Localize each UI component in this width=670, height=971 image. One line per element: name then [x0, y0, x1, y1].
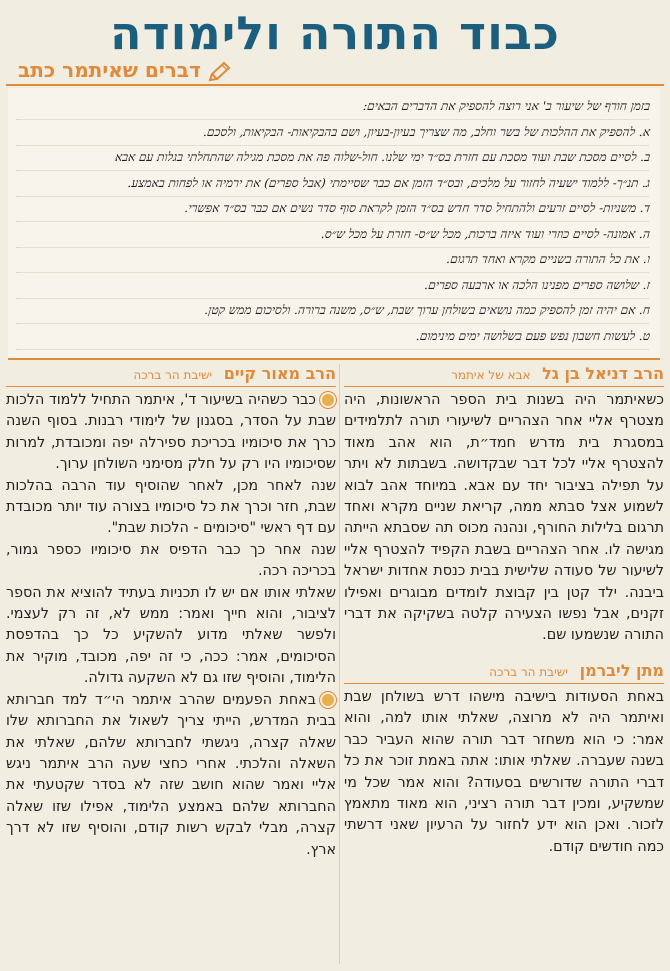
paragraph-text: כבר כשהיה בשיעור ד', איתמר התחיל ללמוד הלכות שבת על הסדר, בסגנון של לימודי רבנות. בסוף השנה כרך את סיכומיו בכריכת ספירלה יפה ומכובדת, למרות שסיכומיו היו רק על חלק מסימני השולחן ערוך.: [6, 392, 336, 473]
paragraph: כשאיתמר היה בשנות בית הספר הראשונות, היה מצטרף אליי אחר הצהריים לשיעורי תורה לתלמידים במסגרת בית מדרש חמד״ת, הוא אהב מאוד להצטרף אליי לכל דבר שבקדושה. בשבתות לא ויתר על תפילה בציבור יחד עם אבא. במיוחד אהב לבוא לשמוע אצל סבתא ממה, קריאת שניים מקרא ואחד תרגום בלילות החורף, ונהנה מכוס תה שסבתא הייתה מגישה לו. אחר הצהריים בשבת הקפיד להצטרף אליי לשיעור של סעודה שלישית בבית כנסת אחדות ישראל ביבנה. ילד קטן בין קבוצת לומדים מבוגרים ואפילו זקנים, אבל נפשו הצעירה קלטה בשקיקה את דברי התורה שנשמעו שם.: [344, 392, 664, 644]
paragraph: באחת הסעודות בישיבה מישהו דרש בשולחן שבת ואיתמר היה לא מרוצה, שאלתי אותו למה, והוא אמר: כי הוא משחזר דבר תורה שהוא העביר כבר בשנה שעברה. שאלתי אותו: אתה באמת זוכר את כל דברי התורה שדורשים בסעודה? והוא אמר שכל מי שמשקיע, ומכין דבר תורה רציני, הוא מאוד מתאמץ לזכור. ואכן הוא ידע לחזור על הרעיון שאני דרשתי כמה חודשים קודם.: [344, 688, 664, 855]
letter-line: ז. שלושה ספרים מפנינו הלכה או ארבעה ספרים.: [17, 273, 652, 299]
bullet-icon: [320, 392, 336, 408]
letter-line: ד. משניות- לסיים זרעים ולהתחיל סדר חדש בס״ד הזמן לקראת סוף סדר נשים אם כבר בס״ד אפשרי.: [17, 196, 652, 222]
author-name: הרב מאור קיים: [223, 364, 336, 383]
author-role: אבא של איתמר: [451, 368, 531, 382]
testimony-body: [344, 390, 664, 647]
section-label-text: דברים שאיתמר כתב: [18, 58, 201, 82]
pen-icon: [207, 61, 233, 83]
testimony-heading: [344, 661, 664, 684]
page-title: כבוד התורה ולימודה: [110, 6, 560, 60]
author-name: הרב דניאל בן גל: [542, 364, 664, 383]
paragraph: שאלתי אותו אם יש לו תכניות בעתיד להוציא את הספר לציבור, והוא חייך ואמר: ממש לא, זה רק לעצמי. ולפשר שאלתי מדוע להשקיע כל כך בהדפסת הסיכומים, אמר: ככה, כי זה יפה, מכובד, מוקיר את הלימוד, והוסיף שזו גם לא השקעה גדולה.: [6, 584, 336, 687]
author-role: ישיבת הר ברכה: [489, 664, 568, 679]
column-divider: [339, 364, 340, 964]
right-column: [344, 364, 664, 858]
letter-line: ב. לסיים מסכת שבת ועוד מסכת עם חזרת בס״ד ימי שלנו. חול-שלוה פה את מסכת מגילה שהתחלתי בגלות עם אבא: [17, 145, 652, 171]
testimony-heading: [6, 364, 336, 387]
paragraph: [6, 690, 336, 861]
letter-line: ט. לעשות חשבון נפש פעם בשלושה ימים מינימום.: [17, 324, 652, 350]
paragraph: שנה אחר כך כבר הדפיס את סיכומיו כספר גמור, בכריכה רכה.: [6, 541, 336, 580]
section-label: [18, 58, 233, 83]
testimony-body: [344, 687, 664, 858]
bullet-icon: [320, 692, 336, 708]
letter-line: ה. אמונה- לסיים כוזרי ועוד איזה ברכות, מכל ש״ס- חזרת על מכל ש״ס.: [17, 222, 652, 248]
section-header: [6, 58, 664, 86]
paragraph-text: באחת הפעמים שהרב איתמר הי״ד למד חברותא בבית המדרש, הייתי צריך לשאול את החברותא שלו שאלה קצרה, ניגשתי לחברותא שלהם, שאלתי את השאלה והלכתי. אחרי כחצי שעה הרב איתמר ניגש אליי ואמר שהוא חושב שזה לא בסדר שקטעתי את החברותא שלהם באמצע הלימוד, אפילו שזו שאלה קצרה, מבלי לבקש רשות קודם, והוסיף שזו לא דרך ארץ.: [6, 691, 336, 858]
testimony-body: [6, 390, 336, 861]
letter-line: בזמן חורף של שיעור ב' אני רוצה להספיק את הדברים הבאים:: [17, 94, 652, 120]
author-role: ישיבת הר ברכה: [133, 368, 213, 382]
paragraph: [6, 390, 336, 476]
author-name: מתן ליברמן: [579, 660, 664, 680]
letter-line: ו. את כל התורה בשניים מקרא ואחד תרגום.: [17, 247, 652, 273]
letter-line: ח. אם יהיה זמן להספיק כמה נושאים בשולחן ערוך שבת, ש״ס, משנה ברורה. ולסיכום ממש קטן.: [17, 298, 652, 324]
testimony-heading: [344, 364, 664, 387]
left-column: [6, 364, 336, 861]
letter-line: ג. תנ״ך- ללמוד ישעיה לחזור על מלכים, ובס״ד הזמן אם כבר שסיימתי (אבל ספרים) את ירמיה או לפחות באמצע.: [17, 171, 652, 197]
handwritten-letter: [8, 88, 660, 360]
letter-line: א. להספיק את ההלכות של בשר וחלב, מה שצריך בעיון-בעיון, ושם בהבקיאות- הבקיאות, ולסכם.: [17, 120, 652, 146]
paragraph: שנה לאחר מכן, לאחר שהוסיף עוד הרבה בהלכות שבת, חזר וכרך את כל סיכומיו בצורה עוד יותר מכובדת עם דף ראשי "סיכומים - הלכות שבת".: [6, 477, 336, 537]
